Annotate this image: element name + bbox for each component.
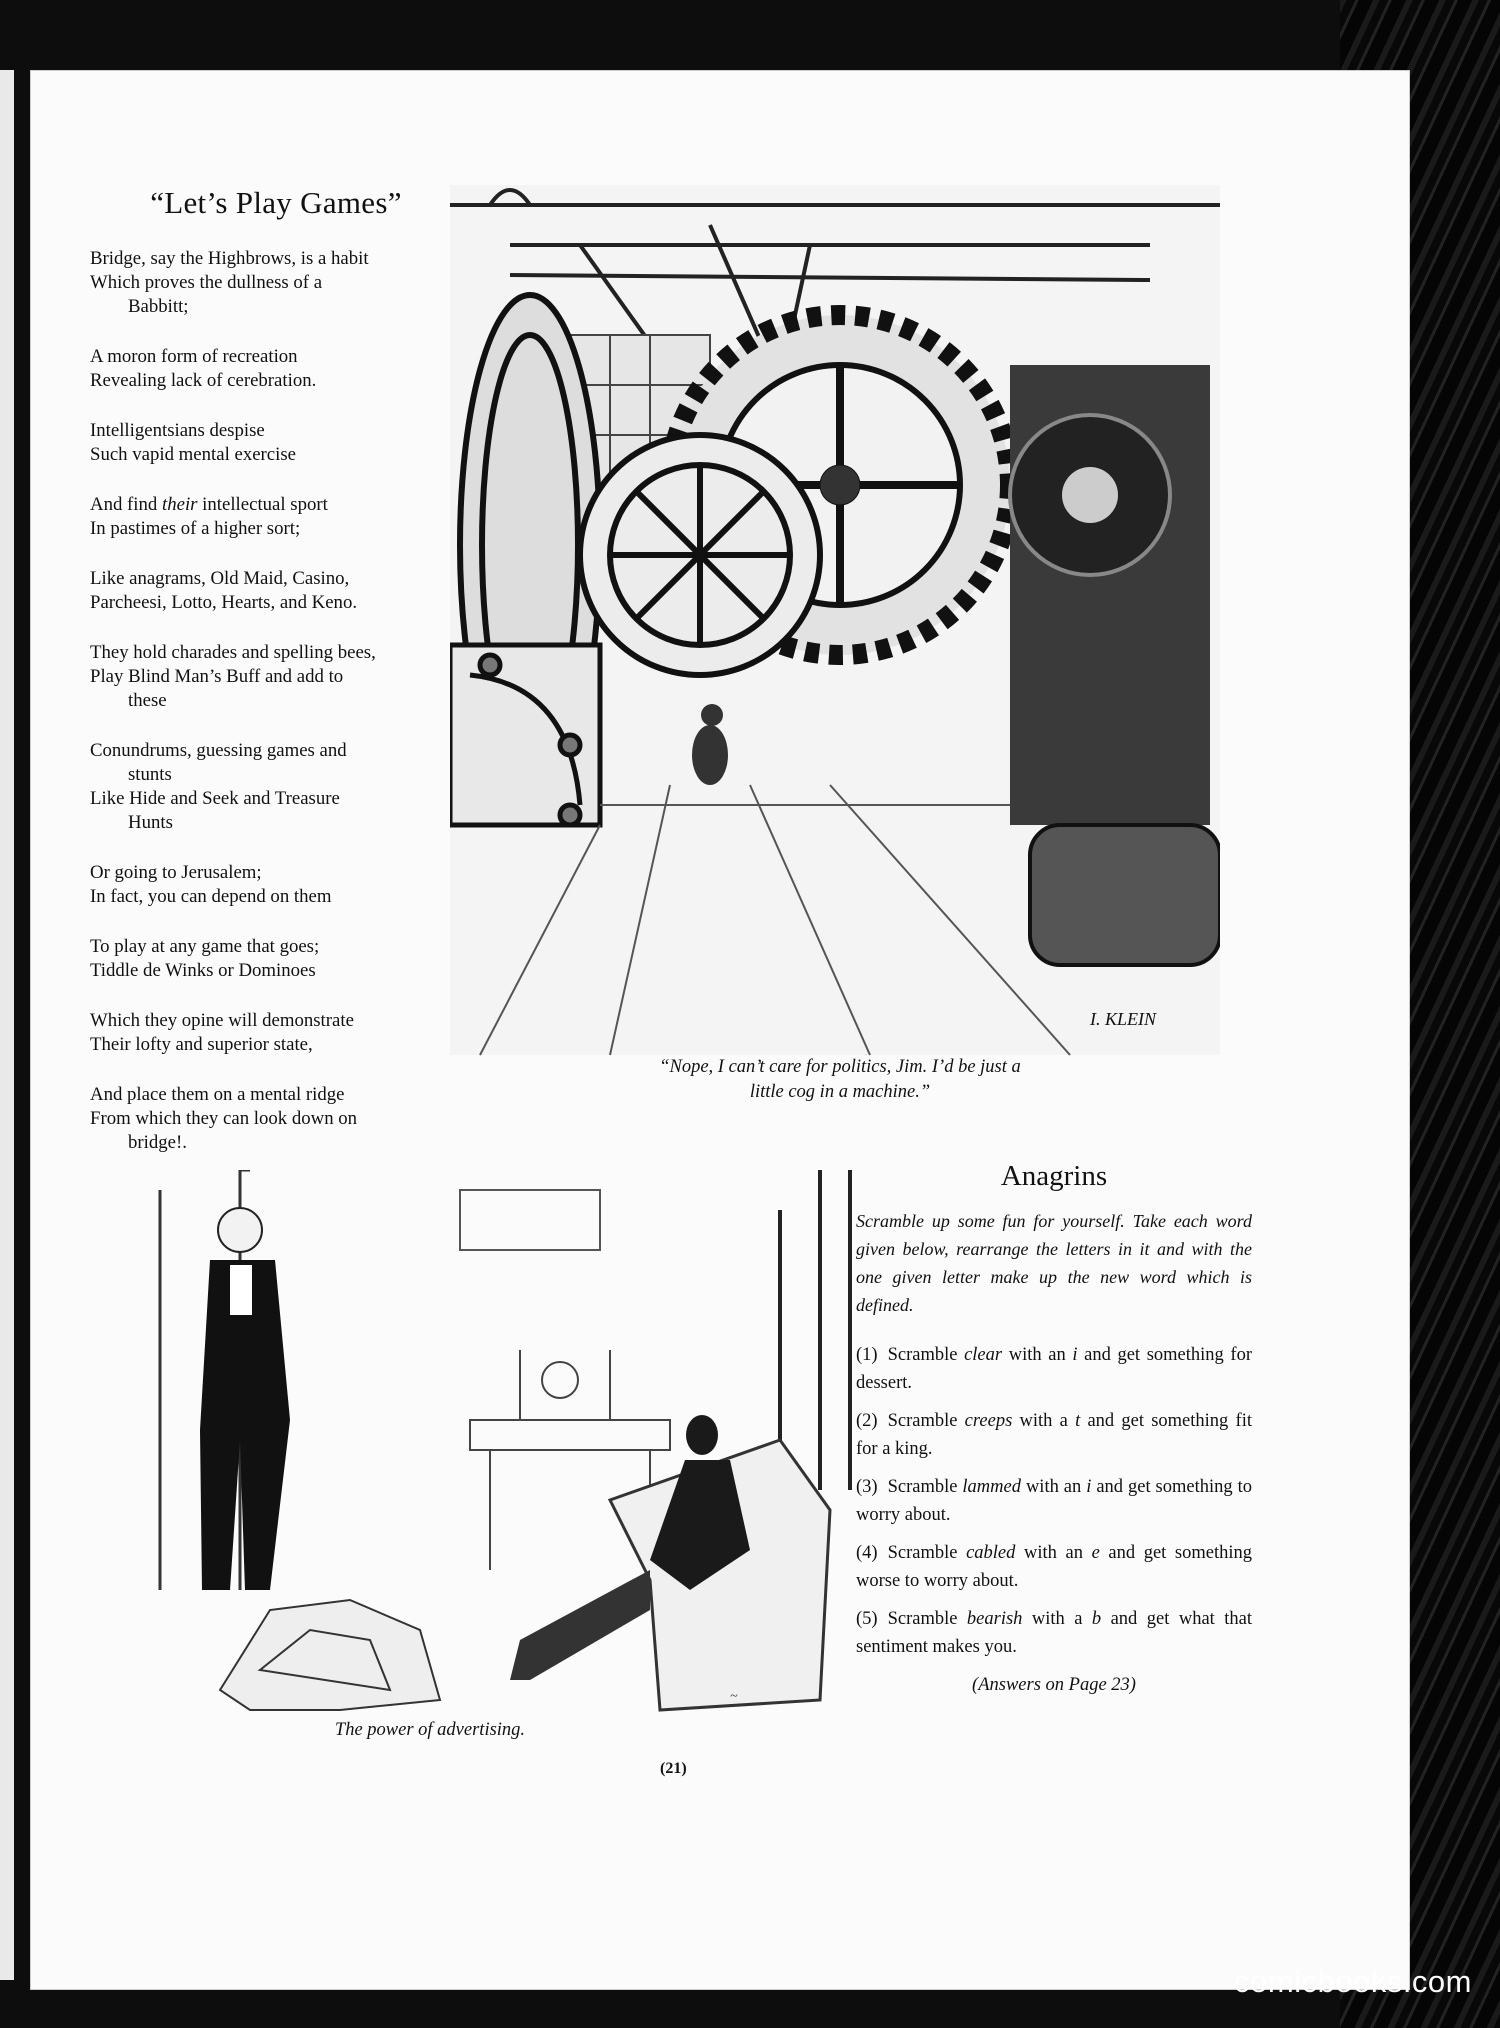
poem-line: Their lofty and superior state, bbox=[90, 1034, 313, 1055]
anagram-item: (3) Scramble lammed with an i and get something to worry about. bbox=[856, 1477, 1252, 1525]
anagram-item: (1) Scramble clear with an i and get something for dessert. bbox=[856, 1345, 1252, 1393]
poem-line: To play at any game that goes; bbox=[90, 936, 320, 957]
poem-stanza bbox=[90, 641, 462, 713]
svg-text:~: ~ bbox=[730, 1689, 738, 1704]
poem-line: Like Hide and Seek and Treasure bbox=[90, 788, 340, 809]
page-number: (21) bbox=[660, 1760, 687, 1777]
answers-note: (Answers on Page 23) bbox=[972, 1675, 1136, 1695]
poem-line: bridge!. bbox=[128, 1132, 187, 1153]
poem-line: A moron form of recreation bbox=[90, 346, 298, 367]
poem-stanzas bbox=[90, 247, 462, 1155]
anagram-item: (4) Scramble cabled with an e and get something worse to worry about. bbox=[856, 1543, 1252, 1591]
anagram-item: (5) Scramble bearish with a b and get what that sentiment makes you. bbox=[856, 1609, 1252, 1657]
advertising-cartoon-caption: The power of advertising. bbox=[334, 1720, 526, 1740]
machine-cartoon-illustration bbox=[450, 185, 1220, 1115]
poem-line: In fact, you can depend on them bbox=[90, 886, 332, 907]
poem-line: In pastimes of a higher sort; bbox=[90, 518, 301, 539]
poem-line: Which they opine will demonstrate bbox=[90, 1010, 354, 1031]
poem-line: They hold charades and spelling bees, bbox=[90, 642, 376, 663]
poem-stanza bbox=[90, 861, 462, 909]
poem-line: Intelligentsians despise bbox=[90, 420, 265, 441]
poem-stanza bbox=[90, 739, 462, 835]
poem-line: Babbitt; bbox=[128, 296, 189, 317]
poem-line: Or going to Jerusalem; bbox=[90, 862, 262, 883]
poem-line: Which proves the dullness of a bbox=[90, 272, 323, 293]
poem-line: Such vapid mental exercise bbox=[90, 444, 296, 465]
magazine-page bbox=[30, 70, 1410, 1990]
advertising-cartoon-illustration bbox=[90, 1170, 865, 1810]
poem-line: these bbox=[128, 690, 167, 711]
poem-stanza bbox=[90, 567, 462, 615]
cartoon-signature: I. KLEIN bbox=[1090, 1009, 1157, 1029]
poem-line: Like anagrams, Old Maid, Casino, bbox=[90, 568, 350, 589]
poem-stanza bbox=[90, 345, 462, 393]
caption-line: “Nope, I can’t care for politics, Jim. I’d be just a bbox=[659, 1057, 1021, 1077]
poem-line: And place them on a mental ridge bbox=[90, 1084, 345, 1105]
poem-stanza bbox=[90, 419, 462, 467]
anagrins-puzzle bbox=[856, 1160, 1252, 1696]
poem-line: Conundrums, guessing games and bbox=[90, 740, 347, 761]
anagrins-items bbox=[856, 1341, 1252, 1661]
poem-line: Parcheesi, Lotto, Hearts, and Keno. bbox=[90, 592, 358, 613]
poem-line: Hunts bbox=[128, 812, 173, 833]
poem-stanza bbox=[90, 1083, 462, 1155]
poem bbox=[90, 185, 462, 1181]
machine-cartoon-caption bbox=[560, 1055, 1120, 1105]
poem-stanza bbox=[90, 1009, 462, 1057]
anagrins-intro: Scramble up some fun for yourself. Take each word given below, rearrange the letters in it and with the one given letter make up the new word which is defined. bbox=[856, 1211, 1252, 1315]
poem-stanza bbox=[90, 935, 462, 983]
anagram-item: (2) Scramble creeps with a t and get something fit for a king. bbox=[856, 1411, 1252, 1459]
poem-line: And find their intellectual sport bbox=[90, 494, 328, 515]
poem-title: “Let’s Play Games” bbox=[150, 185, 402, 220]
poem-line: Bridge, say the Highbrows, is a habit bbox=[90, 248, 369, 269]
caption-line: little cog in a machine.” bbox=[749, 1082, 931, 1102]
poem-line: stunts bbox=[128, 764, 172, 785]
poem-line: From which they can look down on bbox=[90, 1108, 358, 1129]
poem-line: Revealing lack of cerebration. bbox=[90, 370, 317, 391]
anagrins-title: Anagrins bbox=[1000, 1160, 1108, 1192]
poem-line: Tiddle de Winks or Dominoes bbox=[90, 960, 316, 981]
poem-stanza bbox=[90, 247, 462, 319]
poem-stanza bbox=[90, 493, 462, 541]
previous-page-edge bbox=[0, 70, 14, 1980]
watermark: comicbooks.com bbox=[1234, 1964, 1472, 1999]
poem-line: Play Blind Man’s Buff and add to bbox=[90, 666, 344, 687]
